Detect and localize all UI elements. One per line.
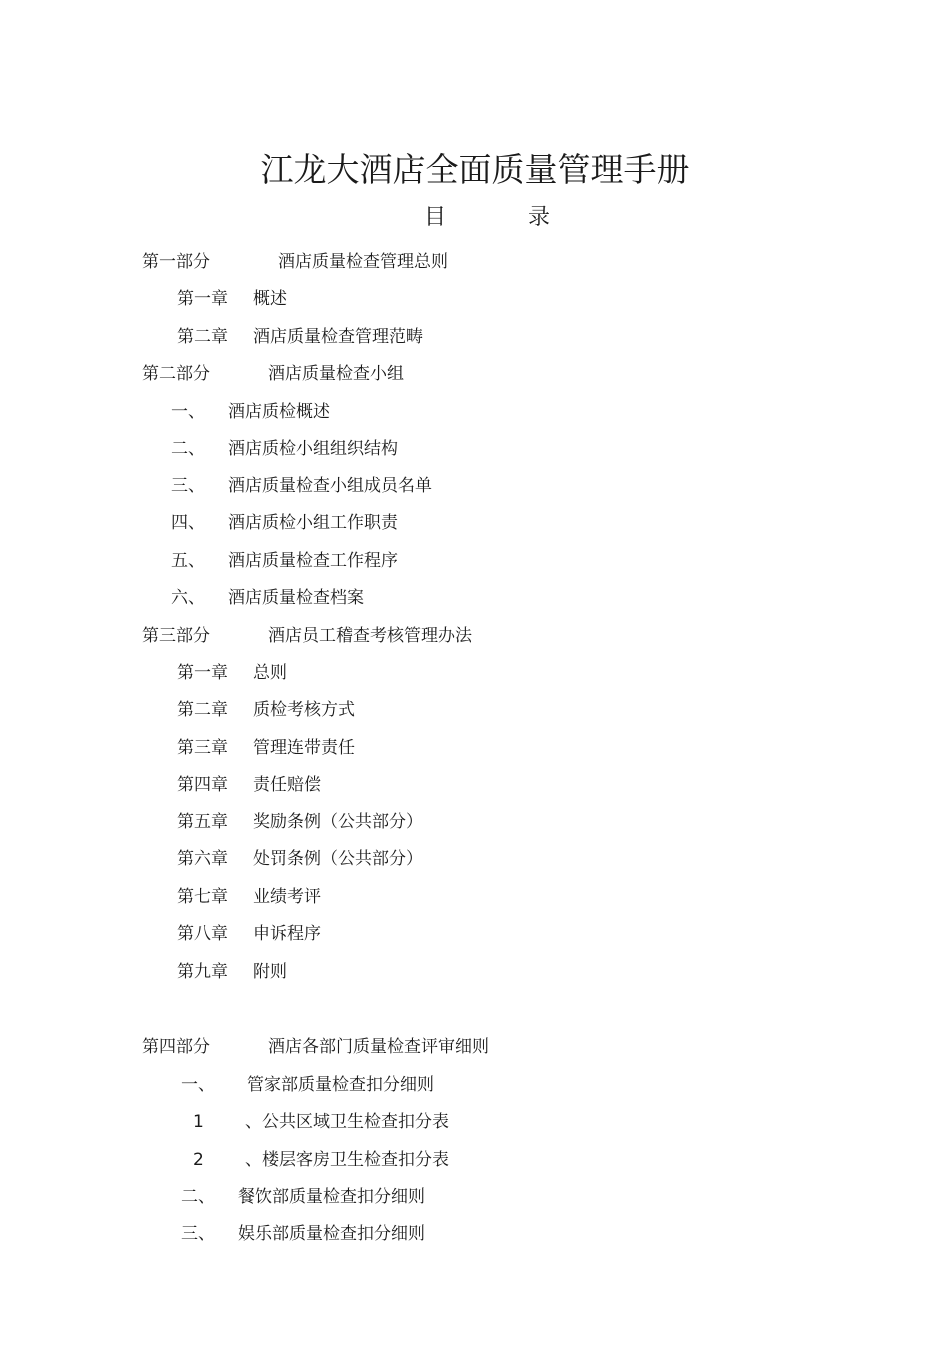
- toc-item-number: 六、: [171, 588, 205, 608]
- toc-heading-left: 目: [424, 205, 447, 230]
- toc-item-number: 二、: [171, 439, 205, 459]
- toc-item-title: 酒店质量检查小组成员名单: [228, 476, 432, 496]
- toc-item-number: 三、: [181, 1224, 215, 1244]
- toc-part-title: 酒店质量检查小组: [268, 364, 404, 384]
- toc-chapter-title: 奖励条例（公共部分）: [253, 812, 423, 832]
- toc-chapter-number: 第八章: [177, 924, 228, 944]
- toc-item-title: 酒店质检小组组织结构: [228, 439, 398, 459]
- toc-part-number: 第一部分: [142, 252, 210, 272]
- toc-heading-right: 录: [528, 205, 551, 230]
- toc-item-number: 五、: [171, 551, 205, 571]
- toc-chapter-title: 管理连带责任: [253, 738, 355, 758]
- toc-part-number: 第四部分: [142, 1037, 210, 1057]
- toc-chapter-number: 第四章: [177, 775, 228, 795]
- toc-part-number: 第二部分: [142, 364, 210, 384]
- toc-chapter-title: 附则: [253, 962, 287, 982]
- toc-item-title: 娱乐部质量检查扣分细则: [238, 1224, 425, 1244]
- toc-subitem-title: 、公共区域卫生检查扣分表: [245, 1112, 449, 1132]
- toc-part-title: 酒店各部门质量检查评审细则: [268, 1037, 489, 1057]
- toc-chapter-number: 第三章: [177, 738, 228, 758]
- toc-part-number: 第三部分: [142, 626, 210, 646]
- toc-chapter-title: 总则: [253, 663, 287, 683]
- toc-chapter-title: 概述: [253, 289, 287, 309]
- toc-chapter-number: 第九章: [177, 962, 228, 982]
- toc-chapter-number: 第七章: [177, 887, 228, 907]
- toc-item-title: 酒店质量检查工作程序: [228, 551, 398, 571]
- toc-subitem-title: 、楼层客房卫生检查扣分表: [245, 1150, 449, 1170]
- toc-item-number: 一、: [171, 402, 205, 422]
- toc-chapter-title: 责任赔偿: [253, 775, 321, 795]
- toc-part-title: 酒店质量检查管理总则: [278, 252, 448, 272]
- toc-chapter-number: 第二章: [177, 327, 228, 347]
- toc-item-title: 管家部质量检查扣分细则: [247, 1075, 434, 1095]
- toc-subitem-number: 1: [193, 1112, 204, 1132]
- toc-chapter-number: 第五章: [177, 812, 228, 832]
- toc-chapter-number: 第一章: [177, 289, 228, 309]
- toc-item-number: 二、: [181, 1187, 215, 1207]
- toc-chapter-title: 申诉程序: [253, 924, 321, 944]
- toc-chapter-title: 处罚条例（公共部分）: [253, 849, 423, 869]
- toc-part-title: 酒店员工稽查考核管理办法: [268, 626, 472, 646]
- toc-chapter-number: 第二章: [177, 700, 228, 720]
- toc-chapter-number: 第六章: [177, 849, 228, 869]
- toc-item-number: 一、: [181, 1075, 215, 1095]
- toc-item-title: 酒店质检小组工作职责: [228, 513, 398, 533]
- toc-subitem-number: 2: [193, 1150, 204, 1170]
- toc-item-title: 餐饮部质量检查扣分细则: [238, 1187, 425, 1207]
- toc-item-number: 四、: [171, 513, 205, 533]
- toc-item-number: 三、: [171, 476, 205, 496]
- toc-item-title: 酒店质检概述: [228, 402, 330, 422]
- toc-chapter-title: 质检考核方式: [253, 700, 355, 720]
- toc-chapter-title: 业绩考评: [253, 887, 321, 907]
- toc-chapter-title: 酒店质量检查管理范畴: [253, 327, 423, 347]
- toc-item-title: 酒店质量检查档案: [228, 588, 364, 608]
- toc-chapter-number: 第一章: [177, 663, 228, 683]
- document-title: 江龙大酒店全面质量管理手册: [260, 150, 690, 189]
